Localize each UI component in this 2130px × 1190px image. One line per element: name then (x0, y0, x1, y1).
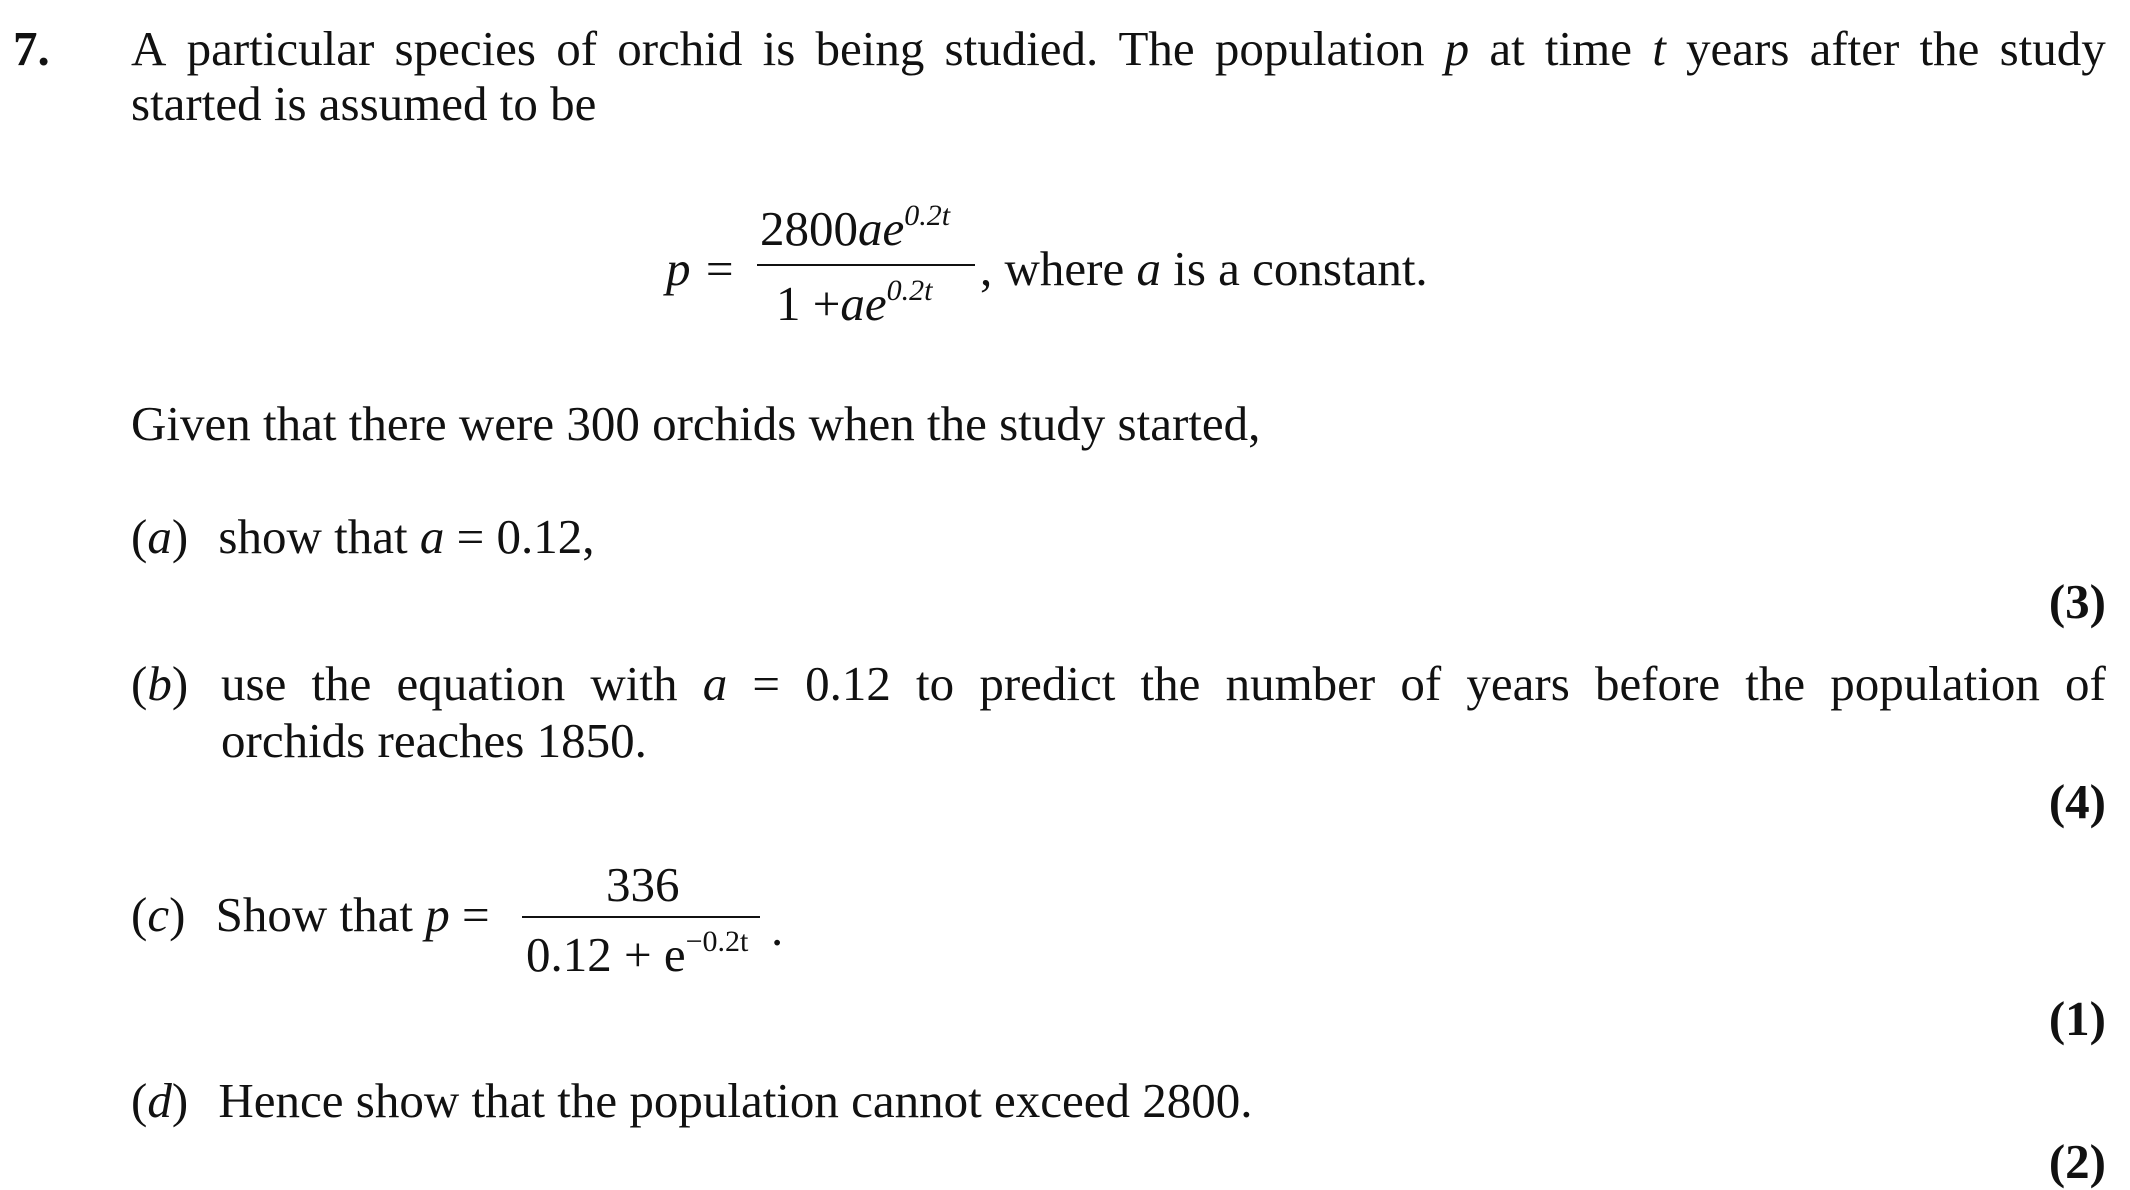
part-c-fraction-bar (522, 916, 760, 918)
word: being (815, 21, 925, 76)
equation-fraction-bar (757, 264, 975, 266)
word: a (702, 656, 728, 711)
word: years (1466, 656, 1570, 711)
word: = (752, 656, 780, 711)
part-a: (a) show that a = 0.12, (131, 509, 595, 564)
part-d-label: (d) (131, 1073, 189, 1128)
word: with (590, 656, 678, 711)
word: A (131, 21, 167, 76)
word: after (1809, 21, 1900, 76)
word: the (1919, 21, 1980, 76)
word: of (1400, 656, 1442, 711)
part-c-numerator: 336 (606, 857, 680, 912)
word: the (1140, 656, 1201, 711)
part-d-marks: (2) (2048, 1134, 2106, 1189)
word: population (1830, 656, 2040, 711)
part-d: (d) Hence show that the population cannot exceed 2800. (131, 1073, 1253, 1128)
part-c-marks: (1) (2048, 991, 2106, 1046)
part-c: (c) Show that p = (131, 887, 490, 942)
part-c-label: (c) (131, 887, 186, 942)
intro-line-2: started is assumed to be (131, 76, 597, 131)
word: time (1544, 21, 1632, 76)
word: of (2065, 656, 2106, 711)
equation-lhs: p = (666, 241, 736, 296)
word: predict (979, 656, 1116, 711)
equation-numerator: $2800ae^{0.2t}$ (760, 199, 951, 256)
word: The (1118, 21, 1195, 76)
part-c-denominator: $0.12 + e^{-0.2t}$ (526, 925, 749, 982)
word: population (1214, 21, 1425, 76)
word: before (1594, 656, 1721, 711)
word: the (311, 656, 372, 711)
word: study (1999, 21, 2106, 76)
word: equation (396, 656, 566, 711)
word: at (1489, 21, 1525, 76)
part-b-marks: (4) (2048, 774, 2106, 829)
word: species (394, 21, 536, 76)
given-line: Given that there were 300 orchids when the study started, (131, 396, 1261, 451)
word: 0.12 (805, 656, 891, 711)
word: orchid (617, 21, 743, 76)
word: t (1652, 21, 1666, 76)
question-number: 7. (13, 21, 50, 76)
part-b-line-1 (221, 655, 2106, 712)
part-a-label: (a) (131, 509, 189, 564)
word: years (1686, 21, 1790, 76)
word: p (1444, 21, 1470, 76)
part-a-marks: (3) (2048, 574, 2106, 629)
word: of (556, 21, 598, 76)
word: is (762, 21, 796, 76)
word: the (1745, 656, 1806, 711)
word: number (1225, 656, 1376, 711)
part-b-line-2: orchids reaches 1850. (221, 713, 647, 768)
intro-line-1 (131, 20, 2106, 77)
word: particular (186, 21, 375, 76)
equation-denominator: $1 +ae^{0.2t}$ (776, 274, 933, 331)
word: to (916, 656, 955, 711)
word: studied. (944, 21, 1099, 76)
word: use (221, 656, 287, 711)
part-c-trailing: . (771, 901, 784, 956)
equation-where-clause: , where a is a constant. (980, 241, 1428, 296)
part-b-label: (b) (131, 656, 189, 711)
